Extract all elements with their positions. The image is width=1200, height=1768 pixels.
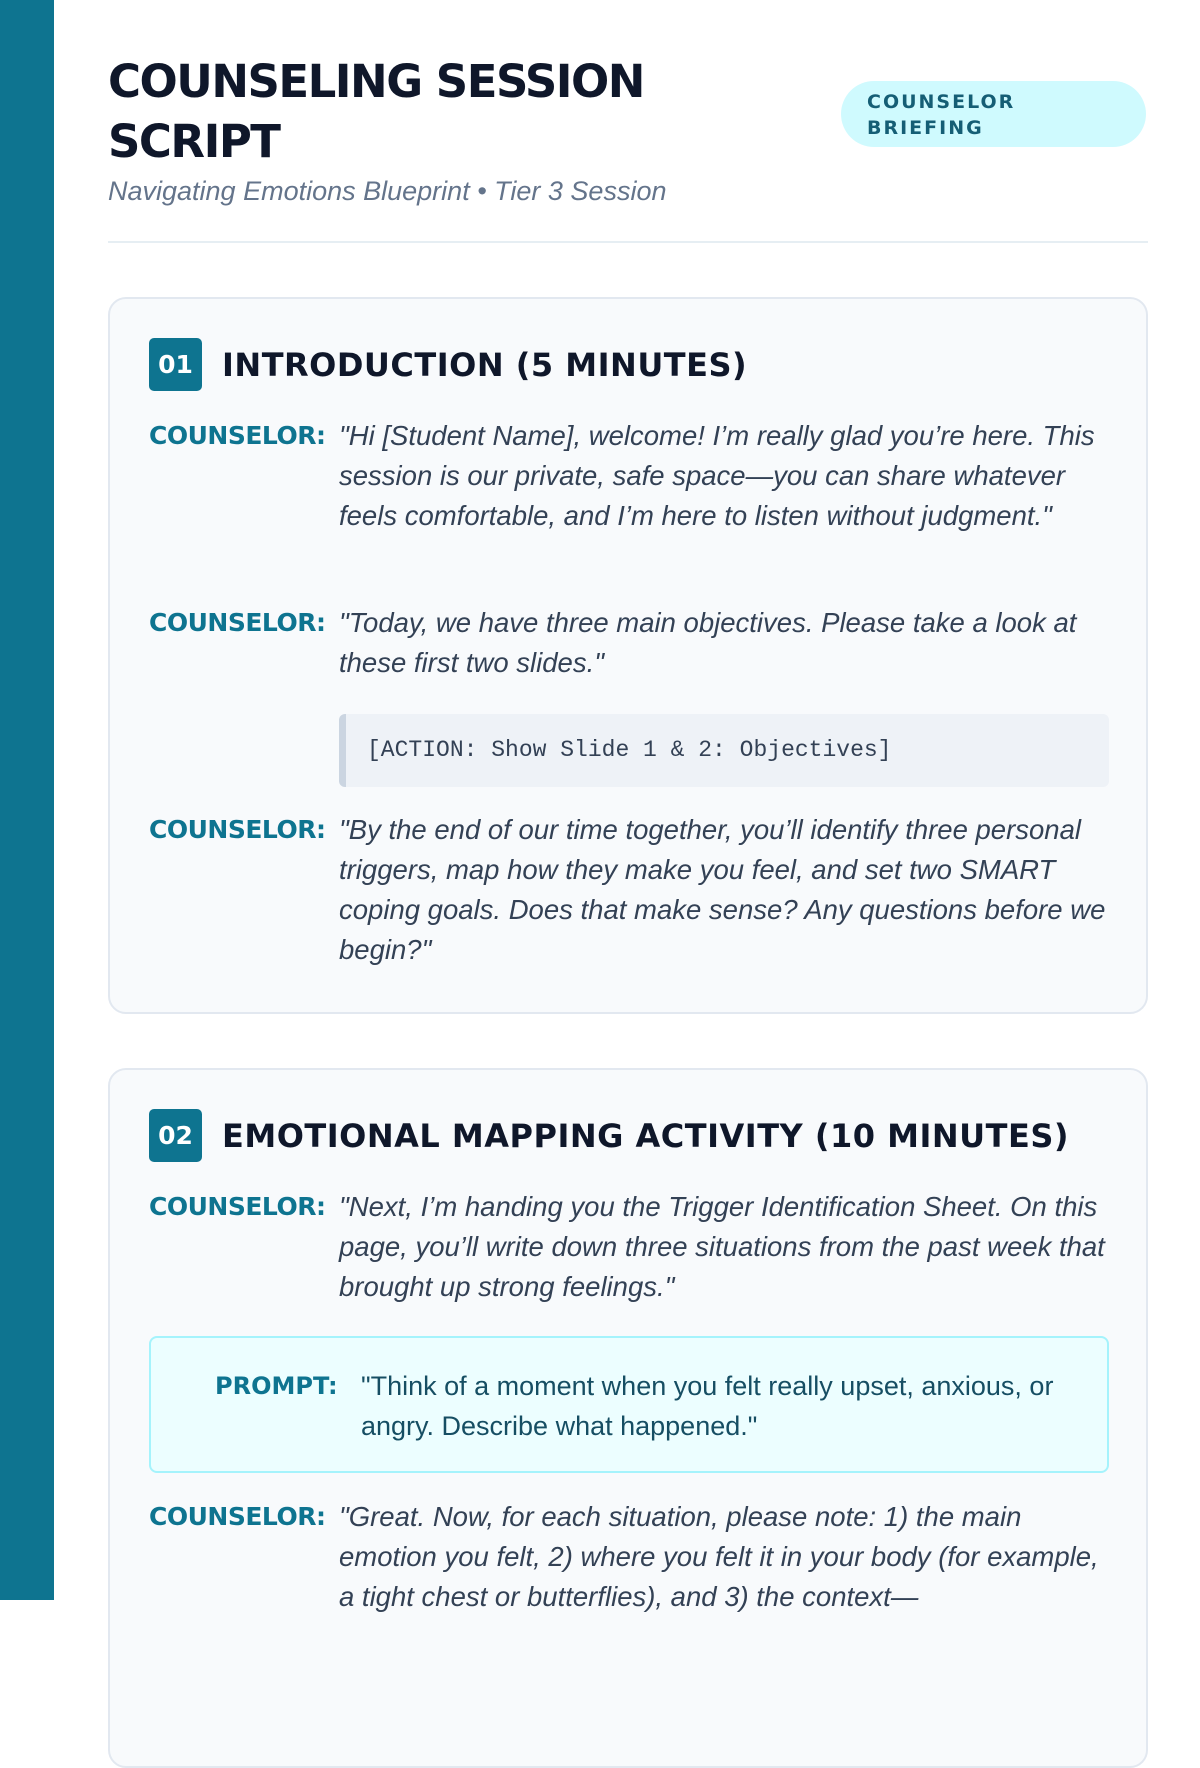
speaker-label: COUNSELOR: <box>149 1192 326 1221</box>
section-header <box>149 1109 1069 1162</box>
dialogue-text: "Hi [Student Name], welcome! I’m really glad you’re here. This session is our private, safe space—you can share whatever feels comfortable, and I’m here to listen without judgment." <box>339 420 1095 531</box>
dialogue-text: "Today, we have three main objectives. Please take a look at these first two slides." <box>339 607 1077 678</box>
prompt-label: PROMPT: <box>215 1372 338 1400</box>
dialogue-text: "Great. Now, for each situation, please note: 1) the main emotion you felt, 2) where you felt it in your body (for example, a tight chest or butterflies), and 3) the context— <box>339 1501 1099 1612</box>
page-subtitle: Navigating Emotions Blueprint • Tier 3 Session <box>108 176 667 206</box>
prompt-text: "Think of a moment when you felt really upset, anxious, or angry. Describe what happened." <box>361 1371 1054 1441</box>
dialogue-line <box>149 416 1109 576</box>
speaker-label: COUNSELOR: <box>149 608 326 637</box>
script-page <box>108 0 1148 1612</box>
dialogue-text: "Next, I’m handing you the Trigger Identification Sheet. On this page, you’ll write down three situations from the past week that brought up strong feelings." <box>339 1191 1105 1302</box>
counselor-briefing-badge: COUNSELOR BRIEFING <box>841 81 1146 147</box>
left-accent-bar <box>0 0 54 1600</box>
dialogue-line <box>149 1497 1109 1657</box>
page-header <box>108 0 1148 243</box>
section-title: EMOTIONAL MAPPING ACTIVITY (10 MINUTES) <box>222 1116 1069 1155</box>
section-introduction <box>108 297 1148 1014</box>
dialogue-line <box>149 1187 1109 1307</box>
section-title: INTRODUCTION (5 MINUTES) <box>222 345 748 384</box>
action-note: [ACTION: Show Slide 1 & 2: Objectives] <box>339 714 1109 787</box>
speaker-label: COUNSELOR: <box>149 815 326 844</box>
speaker-label: COUNSELOR: <box>149 1502 326 1531</box>
section-header <box>149 338 747 391</box>
dialogue-line <box>149 603 1109 683</box>
prompt-box <box>149 1336 1109 1473</box>
section-emotional-mapping <box>108 1068 1148 1768</box>
section-number-badge: 01 <box>149 338 202 391</box>
section-number-badge: 02 <box>149 1109 202 1162</box>
speaker-label: COUNSELOR: <box>149 421 326 450</box>
dialogue-line <box>149 810 1109 970</box>
page-title: COUNSELING SESSION SCRIPT <box>108 55 644 168</box>
dialogue-text: "By the end of our time together, you’ll identify three personal triggers, map how they make you feel, and set two SMART coping goals. Does that make sense? Any questions before we begin?" <box>339 814 1106 965</box>
